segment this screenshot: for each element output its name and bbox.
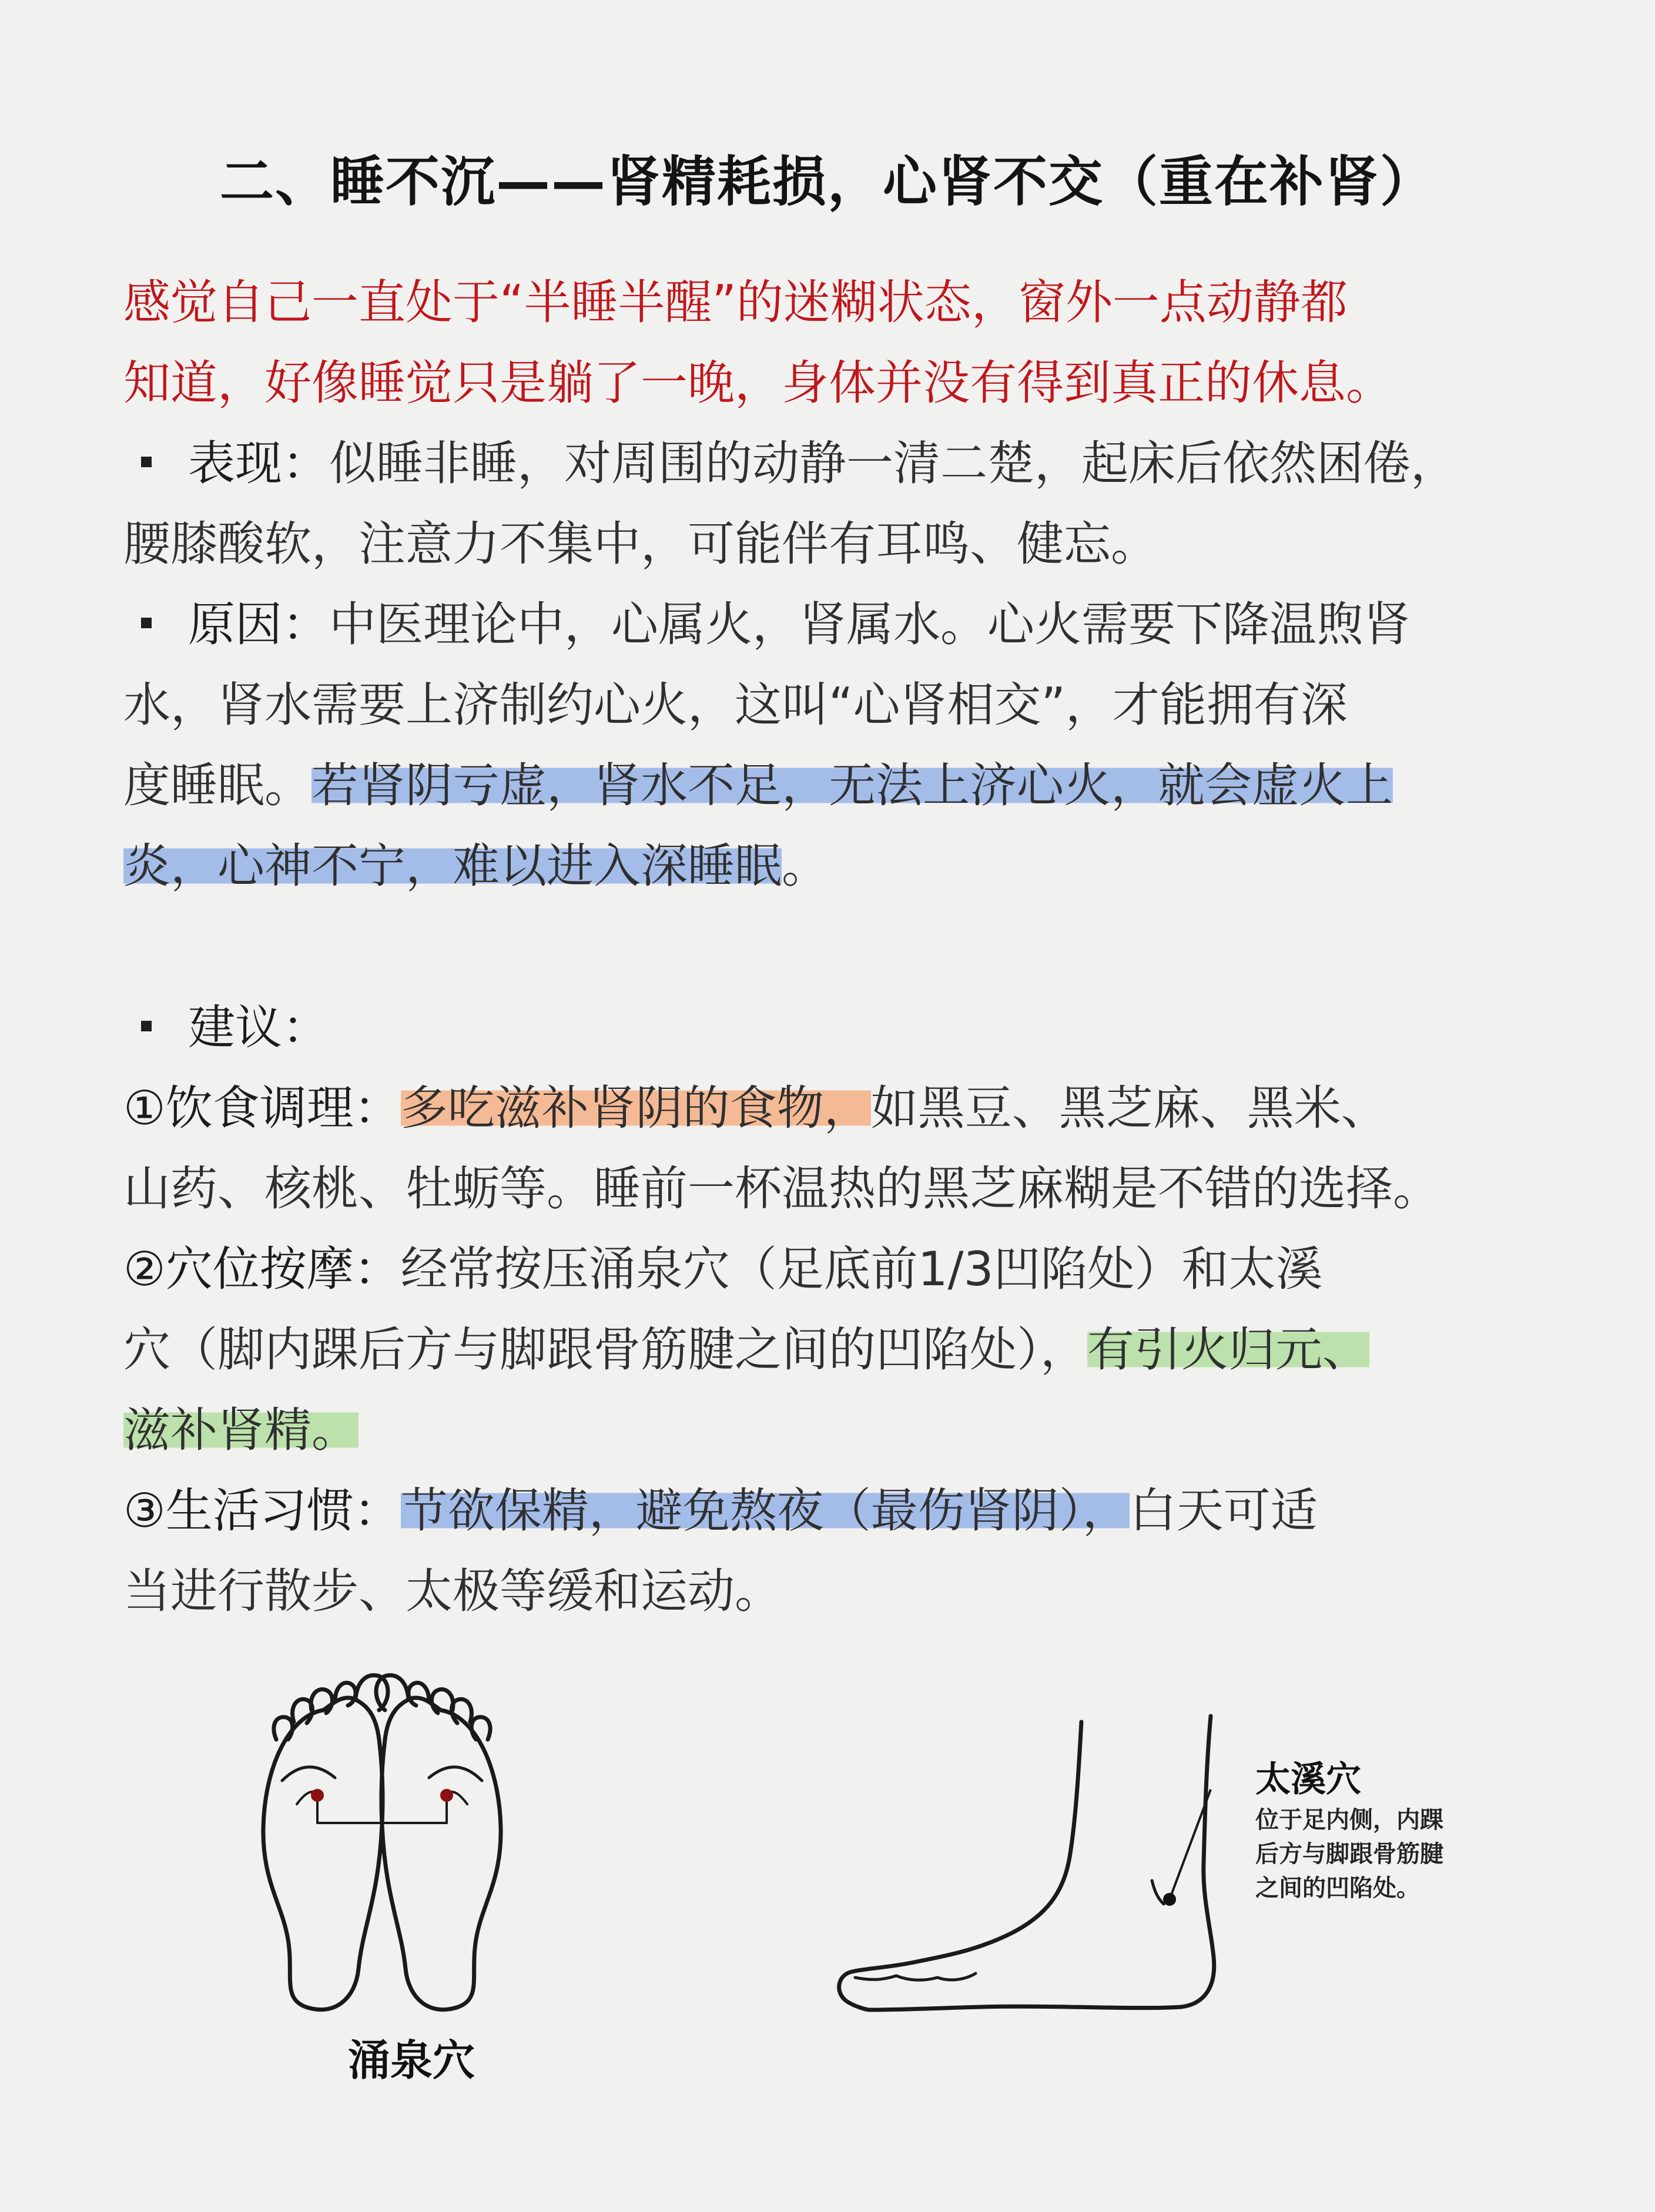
habits-line: 当进行散步、太极等缓和运动。 <box>123 1564 782 1618</box>
intro-line: 感觉自己一直处于“半睡半醒”的迷糊状态，窗外一点动静都 <box>123 275 1348 330</box>
cause-line: 水，肾水需要上济制约心火，这叫“心肾相交”，才能拥有深 <box>123 678 1348 732</box>
symptoms-text: 似睡非睡，对周围的动静一清二楚，起床后依然困倦， <box>329 436 1458 491</box>
leg-back-outline <box>870 1716 1214 2010</box>
cause-text: 。 <box>782 839 829 893</box>
massage-line <box>123 1309 1563 1390</box>
right-foot-outline <box>381 1698 501 2010</box>
acupoint-dot <box>311 1789 324 1802</box>
bullet-icon <box>141 457 152 467</box>
cause-text: 度睡眠。 <box>123 758 311 813</box>
bullet-icon <box>141 618 152 628</box>
massage-label: ②穴位按摩： <box>123 1242 401 1296</box>
taixi-description <box>1255 1803 1502 1905</box>
advice-section <box>123 987 1563 1631</box>
massage-line <box>123 1390 1563 1470</box>
symptoms-line <box>123 423 1563 504</box>
cause-label: 原因： <box>188 597 329 652</box>
taixi-desc-line: 位于足内侧，内踝 <box>1255 1807 1443 1834</box>
habits-label: ③生活习惯： <box>123 1483 401 1538</box>
highlight-green: 有引火归元、 <box>1087 1322 1369 1377</box>
left-foot-outline <box>263 1698 383 2010</box>
acupoint-dot <box>440 1789 453 1802</box>
taixi-desc-line: 之间的凹陷处。 <box>1255 1875 1420 1902</box>
cause-line <box>123 745 1563 826</box>
diet-line <box>123 1068 1563 1148</box>
intro-line: 知道，好像睡觉只是躺了一晚，身体并没有得到真正的休息。 <box>123 356 1393 410</box>
page-title: 二、睡不沉——肾精耗损，心肾不交（重在补肾） <box>219 150 1435 213</box>
symptoms-line: 腰膝酸软，注意力不集中，可能伴有耳鸣、健忘。 <box>123 517 1158 571</box>
sole-feet-illustration <box>247 1669 576 2022</box>
highlight-green: 滋补肾精。 <box>123 1403 359 1457</box>
massage-text: 穴（脚内踝后方与脚跟骨筋腱之间的凹陷处）， <box>123 1322 1087 1377</box>
diet-text: 如黑豆、黑芝麻、黑米、 <box>870 1081 1388 1135</box>
highlight-blue: 炎，心神不宁，难以进入深睡眠 <box>123 839 782 893</box>
highlight-orange: 多吃滋补肾阴的食物， <box>400 1081 871 1135</box>
side-foot-illustration <box>835 1704 1258 2033</box>
advice-label: 建议： <box>188 1000 329 1055</box>
intro-paragraph <box>123 262 1563 423</box>
leg-front-outline <box>852 1722 1081 1972</box>
cause-text: 中医理论中，心属火，肾属水。心火需要下降温煦肾 <box>329 597 1411 652</box>
massage-text: 经常按压涌泉穴（足底前1/3凹陷处）和太溪 <box>400 1242 1323 1296</box>
highlight-blue: 若肾阴亏虚，肾水不足，无法上济心火，就会虚火上 <box>311 758 1393 813</box>
taixi-title: 太溪穴 <box>1255 1759 1361 1800</box>
habits-line <box>123 1470 1563 1551</box>
symptoms-section <box>123 423 1563 584</box>
cause-line <box>123 826 1563 906</box>
cause-section <box>123 584 1563 906</box>
diet-label: ①饮食调理： <box>123 1081 401 1135</box>
acupoint-dot <box>1163 1893 1176 1906</box>
cause-line <box>123 584 1563 665</box>
yongquan-caption: 涌泉穴 <box>347 2036 475 2085</box>
highlight-blue: 节欲保精，避免熬夜（最伤肾阴）， <box>400 1483 1130 1538</box>
advice-heading <box>123 987 1563 1068</box>
habits-text: 白天可适 <box>1129 1483 1318 1538</box>
symptoms-label: 表现： <box>188 436 329 491</box>
bullet-icon <box>141 1021 152 1031</box>
diet-line: 山药、核桃、牡蛎等。睡前一杯温热的黑芝麻糊是不错的选择。 <box>123 1161 1440 1216</box>
massage-line <box>123 1229 1563 1309</box>
taixi-desc-line: 后方与脚跟骨筋腱 <box>1255 1841 1443 1868</box>
